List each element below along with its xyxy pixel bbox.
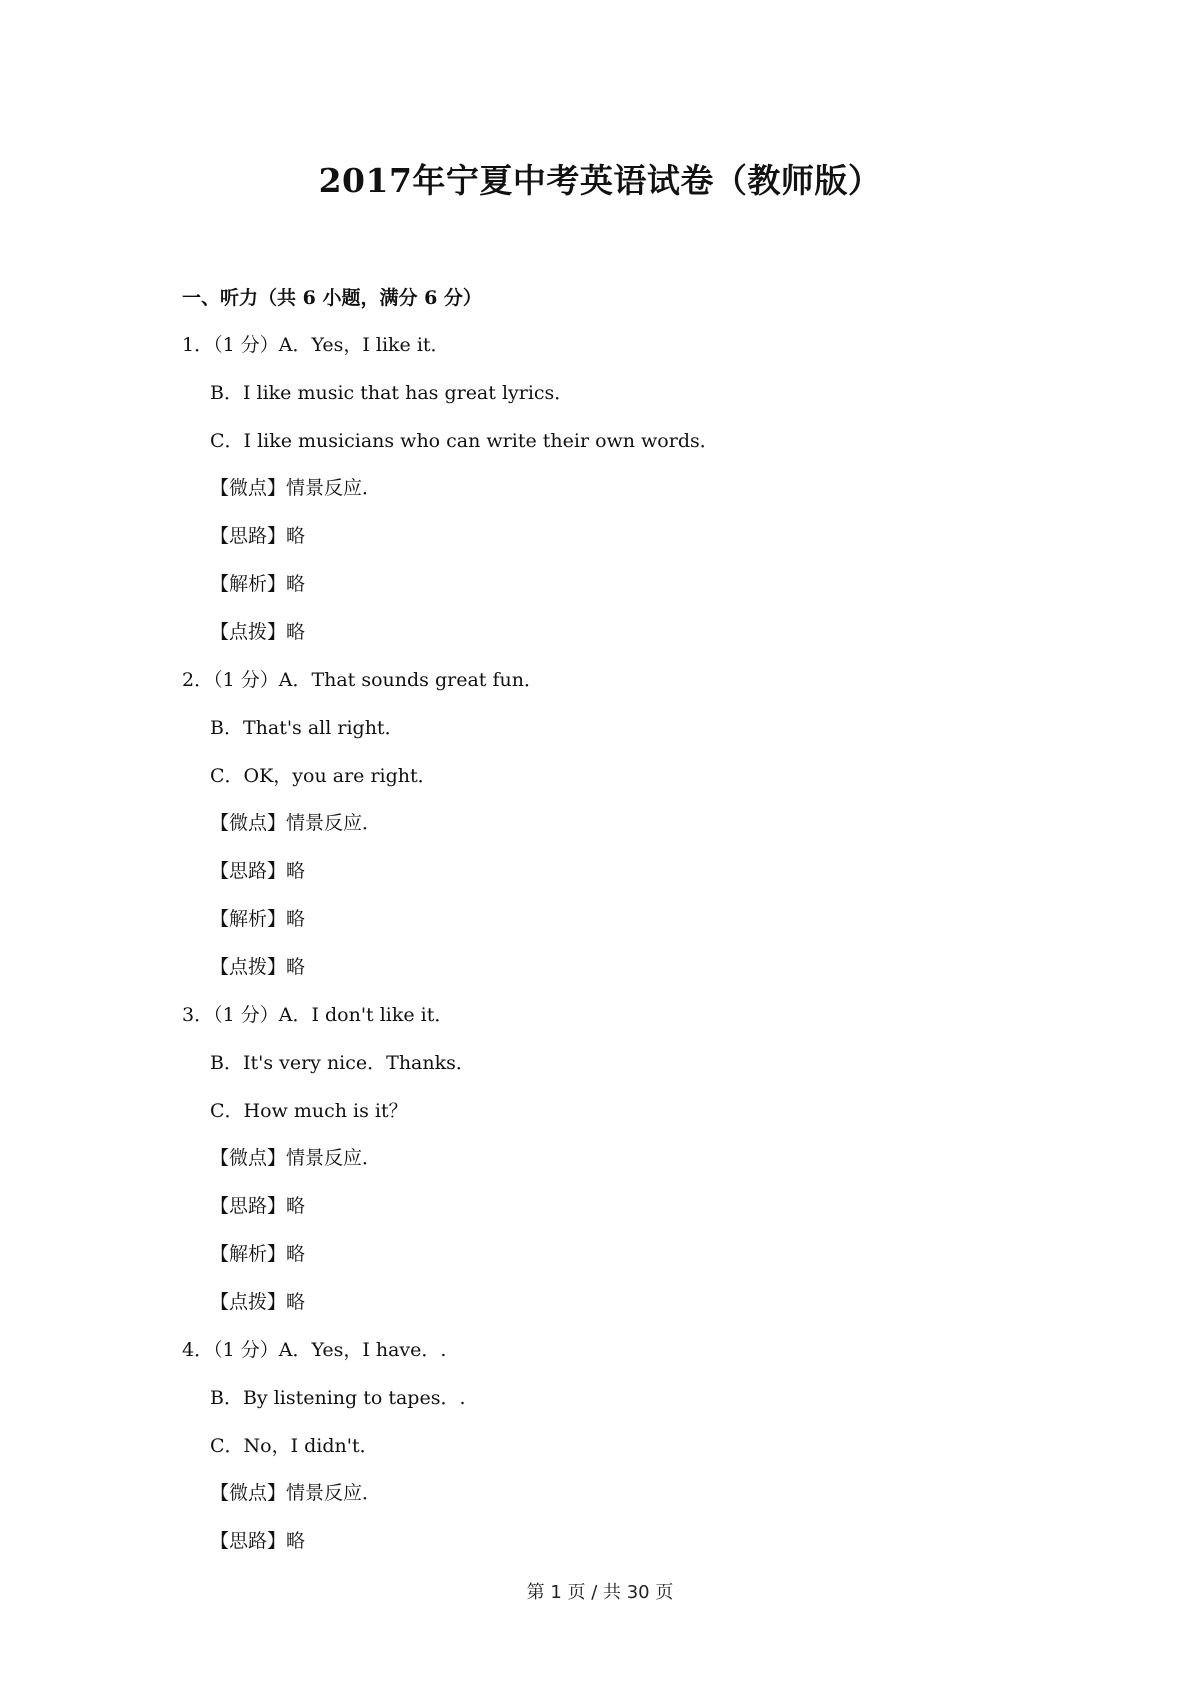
question-4-note-approach: 【思路】略 bbox=[210, 1530, 306, 1552]
question-3-option-b: B．It's very nice．Thanks． bbox=[210, 1052, 475, 1074]
page-footer: 第 1 页 / 共 30 页 bbox=[526, 1582, 674, 1603]
question-4-option-b: B．By listening to tapes．. bbox=[210, 1387, 466, 1409]
question-1-note-analysis: 【解析】略 bbox=[210, 573, 306, 595]
question-1-option-c: C．I like musicians who can write their own words． bbox=[210, 430, 719, 452]
question-1-note-approach: 【思路】略 bbox=[210, 525, 306, 547]
document-title: 2017年宁夏中考英语试卷（教师版） bbox=[318, 161, 882, 200]
question-1-stem: 1．（1 分）A．Yes，I like it． bbox=[182, 334, 450, 356]
question-1-note-point: 【微点】情景反应． bbox=[210, 477, 382, 499]
question-3-note-approach: 【思路】略 bbox=[210, 1195, 306, 1217]
question-2-option-c: C．OK，you are right． bbox=[210, 765, 437, 787]
question-4-stem: 4．（1 分）A．Yes，I have．. bbox=[182, 1339, 447, 1361]
question-2-stem: 2．（1 分）A．That sounds great fun． bbox=[182, 669, 543, 691]
question-2-note-analysis: 【解析】略 bbox=[210, 908, 306, 930]
question-3-option-c: C．How much is it？ bbox=[210, 1100, 408, 1122]
question-4-note-point: 【微点】情景反应． bbox=[210, 1482, 382, 1504]
question-2-note-approach: 【思路】略 bbox=[210, 860, 306, 882]
question-3-note-point: 【微点】情景反应． bbox=[210, 1147, 382, 1169]
question-3-note-analysis: 【解析】略 bbox=[210, 1243, 306, 1265]
question-3-stem: 3．（1 分）A．I don't like it． bbox=[182, 1004, 454, 1026]
question-2-note-tip: 【点拨】略 bbox=[210, 956, 306, 978]
question-2-note-point: 【微点】情景反应． bbox=[210, 812, 382, 834]
question-1-note-tip: 【点拨】略 bbox=[210, 621, 306, 643]
question-3-note-tip: 【点拨】略 bbox=[210, 1291, 306, 1313]
question-4-option-c: C．No，I didn't． bbox=[210, 1435, 379, 1457]
question-2-option-b: B．That's all right． bbox=[210, 717, 404, 739]
section-heading: 一、听力（共 6 小题，满分 6 分） bbox=[182, 287, 482, 309]
question-1-option-b: B．I like music that has great lyrics． bbox=[210, 382, 574, 404]
